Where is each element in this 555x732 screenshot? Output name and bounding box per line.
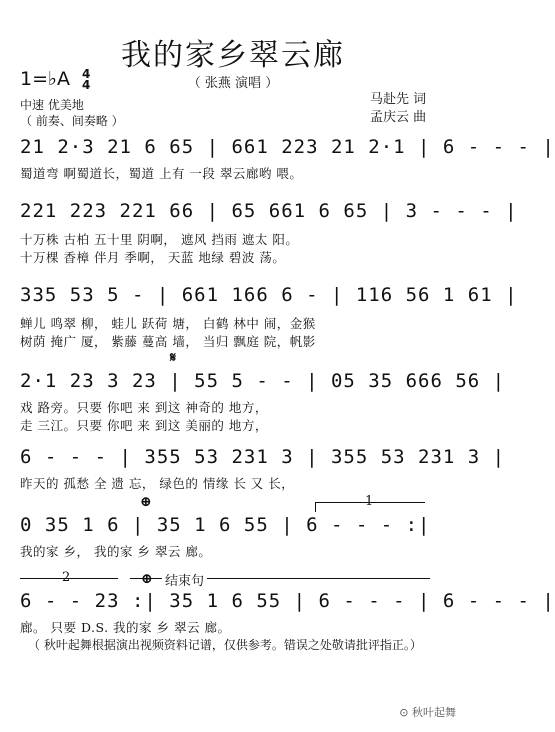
notation-row-4: 2·1 23 3 23 | 55 5 - - | 05 35 666 56 | bbox=[20, 370, 506, 392]
tempo-marking: 中速 优美地 bbox=[20, 98, 84, 112]
lyrics-row-2a: 十万株 古柏 五十里 阴啊， 遮风 挡雨 遮太 阳。 bbox=[20, 232, 299, 247]
notation-row-1: 21 2·3 21 6 65 | 661 223 21 2·1 | 6 - - - | bbox=[20, 136, 555, 158]
lyricist: 马赴先 词 bbox=[370, 92, 427, 107]
segno-icon: 𝄋 bbox=[170, 350, 177, 366]
lyrics-row-6: 我的家 乡， 我的家 乡 翠云 廊。 bbox=[20, 544, 212, 559]
coda-icon-2: ⊕ bbox=[141, 571, 153, 587]
time-top: 4 bbox=[82, 66, 91, 81]
time-signature bbox=[82, 66, 91, 92]
notation-row-2: 221 223 221 66 | 65 661 6 65 | 3 - - - | bbox=[20, 200, 518, 222]
volta-1-label: 1 bbox=[365, 494, 374, 509]
volta-2-label: 2 bbox=[62, 570, 71, 585]
key-signature bbox=[20, 68, 90, 91]
notation-row-5: 6 - - - | 355 53 231 3 | 355 53 231 3 | bbox=[20, 446, 506, 468]
lyrics-row-4a: 戏 路旁。只要 你吧 来 到这 神奇的 地方， bbox=[20, 400, 268, 415]
composer: 孟庆云 曲 bbox=[370, 110, 427, 125]
singer-credit: （ 张燕 演唱 ） bbox=[187, 76, 279, 91]
coda-icon: ⊕ bbox=[140, 494, 152, 510]
intro-note: （ 前奏、间奏略 ） bbox=[20, 114, 124, 128]
lyrics-row-4b: 走 三江。只要 你吧 来 到这 美丽的 地方， bbox=[20, 418, 268, 433]
time-bottom: 4 bbox=[82, 77, 91, 92]
lyrics-row-5: 昨天的 孤愁 全 遗 忘， 绿色的 情缘 长 又 长， bbox=[20, 476, 295, 491]
key-label: 1=♭A bbox=[20, 68, 70, 90]
volta-1-hook bbox=[315, 502, 316, 512]
notation-row-7: 6 - - 23 :| 35 1 6 55 | 6 - - - | 6 - - - | bbox=[20, 590, 555, 612]
notation-row-6: 0 35 1 6 | 35 1 6 55 | 6 - - - :| bbox=[20, 514, 431, 536]
lyrics-row-3a: 蝉儿 鸣翠 柳， 蛙儿 跃荷 塘， 白鹤 林中 闹，金猴 bbox=[20, 316, 316, 331]
song-title: 我的家乡翠云廊 bbox=[121, 38, 345, 73]
notation-row-3: 335 53 5 - | 661 166 6 - | 116 56 1 61 | bbox=[20, 284, 518, 306]
transcription-note: （ 秋叶起舞根据演出视频资料记谱，仅供参考。错误之处敬请批评指正。） bbox=[28, 638, 422, 652]
lyrics-row-7: 廊。 只要 D.S. 我的家 乡 翠云 廊。 bbox=[20, 620, 231, 635]
watermark: ⊙ 秋叶起舞 bbox=[399, 706, 456, 719]
lyrics-row-2b: 十万棵 香樟 伴月 季啊， 天蓝 地绿 碧波 荡。 bbox=[20, 250, 286, 265]
lyrics-row-3b: 树荫 掩广 厦， 紫藤 蔓高 墙， 当归 飘庭 院，帆影 bbox=[20, 334, 316, 349]
lyrics-row-1: 蜀道弯 啊蜀道长，蜀道 上有 一段 翠云廊哟 喂。 bbox=[20, 166, 303, 181]
ending-label: 结束句 bbox=[162, 570, 207, 589]
